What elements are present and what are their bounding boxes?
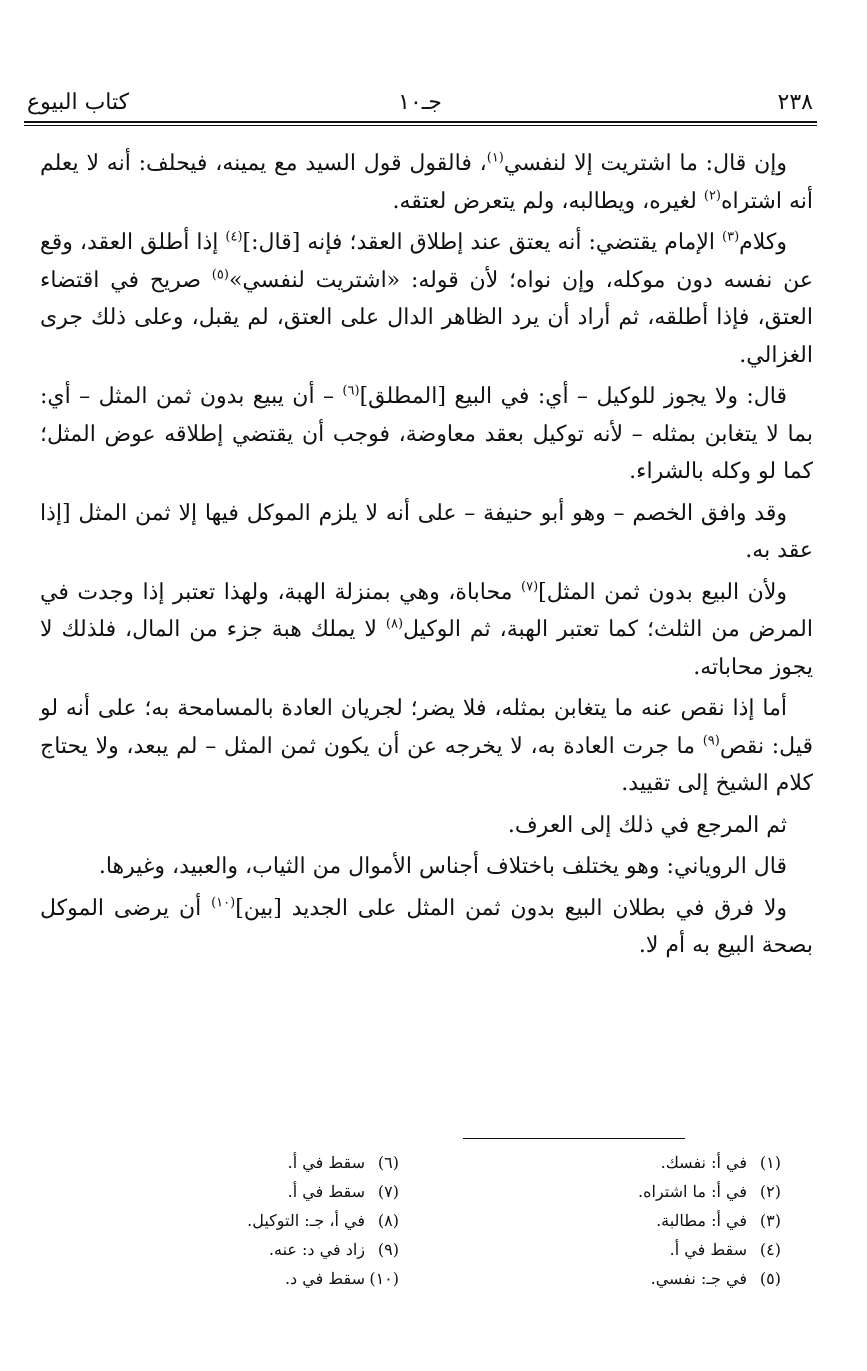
text-run: ما جرت العادة به، لا يخرجه عن أن يكون ثمن المثل – لم يبعد، ولا يحتاج كلام الشيخ إلى تقييد.	[40, 733, 813, 796]
main-text	[40, 145, 813, 965]
footnote-text: سقط في أ.	[287, 1182, 365, 1201]
paragraph	[40, 890, 813, 965]
paragraph	[40, 378, 813, 491]
footnote-number: (٨)	[377, 1211, 399, 1230]
footnote-rule	[463, 1138, 685, 1139]
footnote	[247, 1264, 399, 1293]
text-run: وإن قال: ما اشتريت إلا لنفسي	[503, 151, 787, 176]
paragraph	[40, 224, 813, 374]
footnote-number: (٩)	[377, 1240, 399, 1259]
footnote	[638, 1235, 781, 1264]
footnote-text: سقط في أ.	[669, 1240, 747, 1259]
footnote-ref: (٩)	[702, 733, 720, 749]
footnote-number: (٤)	[759, 1240, 781, 1259]
text-run: ، فالقول قول السيد مع يمينه، فيحلف: أنه لا يعلم أنه اشتراه	[40, 151, 813, 214]
text-run: محاباة، وهي بمنزلة الهبة، ولهذا تعتبر إذا وجدت في المرض من الثلث؛ كما تعتبر الهبة، ثم الوكيل	[40, 579, 814, 642]
footnote-ref: (٦)	[342, 383, 360, 399]
footnote	[638, 1177, 781, 1206]
paragraph	[40, 574, 813, 687]
text-run: لغيره، ويطالبه، ولم يتعرض لعتقه.	[392, 188, 704, 214]
footnote-ref: (١٠)	[211, 895, 236, 911]
footnote-number: (١٠)	[369, 1269, 399, 1288]
footnote-ref: (٧)	[521, 579, 539, 595]
text-run: أما إذا نقص عنه ما يتغابن بمثله، فلا يضر؛ لجريان العادة بالمسامحة به؛ على أنه لو قيل: نقص	[40, 696, 813, 759]
footnote	[638, 1206, 781, 1235]
text-run: قال الروياني: وهو يختلف باختلاف أجناس الأموال من الثياب، والعبيد، وغيرها.	[98, 854, 787, 879]
volume-label: جـ١٠	[398, 90, 442, 115]
footnotes-column-right	[638, 1148, 781, 1293]
paragraph	[40, 690, 813, 803]
footnote-number: (٦)	[377, 1153, 399, 1172]
text-run: قال: ولا يجوز للوكيل – أي: في البيع [المطلق]	[359, 384, 787, 409]
paragraph	[40, 807, 813, 845]
footnote	[247, 1177, 399, 1206]
footnotes-column-left	[247, 1148, 399, 1293]
paragraph	[40, 848, 813, 886]
footnote-text: سقط في د.	[284, 1269, 365, 1288]
footnote-ref: (٤)	[225, 229, 243, 245]
footnote	[247, 1206, 399, 1235]
footnote-text: في أ، جـ: التوكيل.	[247, 1211, 365, 1230]
footnote-text: في أ: نفسك.	[660, 1153, 747, 1172]
header-rule	[24, 121, 817, 126]
footnote-number: (٧)	[377, 1182, 399, 1201]
book-title: كتاب البيوع	[27, 90, 130, 115]
footnote-text: في أ: مطالبة.	[656, 1211, 747, 1230]
text-run: ثم المرجع في ذلك إلى العرف.	[507, 812, 787, 838]
footnote	[247, 1235, 399, 1264]
paragraph	[40, 495, 813, 570]
text-run: – أن يبيع بدون ثمن المثل – أي: بما لا يتغابن بمثله – لأنه توكيل بعقد معاوضة، فوجب أن يقتضي إطلاقه عوض المثل؛ كما لو وكله بالشراء.	[40, 384, 813, 484]
footnote	[638, 1264, 781, 1293]
text-run: الإمام يقتضي: أنه يعتق عند إطلاق العقد؛ فإنه [قال:]	[242, 230, 722, 255]
footnote	[638, 1148, 781, 1177]
footnote-ref: (٢)	[703, 188, 721, 204]
text-run: ولا فرق في بطلان البيع بدون ثمن المثل على الجديد [بين]	[235, 895, 788, 921]
footnote-text: في أ: ما اشتراه.	[638, 1182, 747, 1201]
text-run: صريح في اقتضاء العتق، فإذا أطلقه، ثم أراد أن يرد الظاهر الدال على العتق، لم يقبل، وعلى ذلك جرى الغزالي.	[40, 267, 813, 368]
footnote-number: (١)	[759, 1153, 781, 1172]
footnote-text: سقط في أ.	[287, 1153, 365, 1172]
page-number: ٢٣٨	[777, 90, 813, 115]
footnote-number: (٢)	[759, 1182, 781, 1201]
footnote-text: في جـ: نفسي.	[650, 1269, 747, 1288]
footnote-ref: (٥)	[211, 267, 229, 283]
footnote-ref: (٣)	[722, 229, 740, 245]
text-run: إذا أطلق العقد، وقع عن نفسه دون موكله، وإن نواه؛ لأن قوله: «اشتريت لنفسي»	[40, 230, 813, 293]
text-run: وكلام	[739, 230, 787, 255]
footnote	[247, 1148, 399, 1177]
running-header	[27, 88, 813, 118]
text-run: وقد وافق الخصم – وهو أبو حنيفة – على أنه لا يلزم الموكل فيها إلا ثمن المثل [إذا عقد به.	[40, 500, 813, 563]
text-run: لا يملك هبة جزء من المال، فلذلك لا يجوز محاباته.	[40, 617, 813, 680]
footnote-text: زاد في د: عنه.	[268, 1240, 365, 1259]
footnote-number: (٥)	[759, 1269, 781, 1288]
text-run: ولأن البيع بدون ثمن المثل]	[538, 579, 787, 605]
paragraph	[40, 145, 813, 220]
footnote-number: (٣)	[759, 1211, 781, 1230]
footnote-ref: (١)	[486, 150, 504, 166]
text-run: أن يرضى الموكل بصحة البيع به أم لا.	[40, 895, 813, 958]
footnote-ref: (٨)	[385, 616, 404, 632]
